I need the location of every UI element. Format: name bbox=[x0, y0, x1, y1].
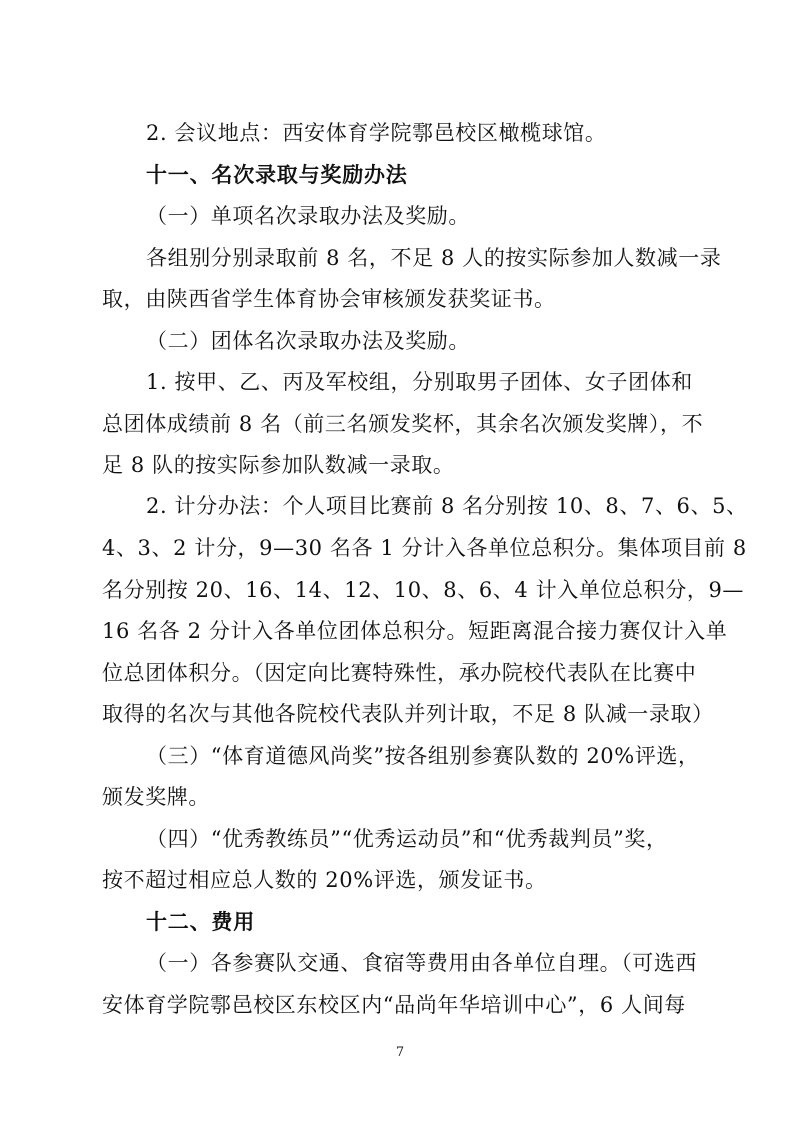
subsection-team-ranking: （二）团体名次录取办法及奖励。 bbox=[146, 329, 470, 353]
paragraph-line: （一）各参赛队交通、食宿等费用由各单位自理。（可选西 bbox=[146, 951, 698, 975]
subsection-individual-ranking: （一）单项名次录取办法及奖励。 bbox=[146, 204, 470, 228]
paragraph-line: 按不超过相应总人数的 20%评选，颁发证书。 bbox=[102, 868, 547, 892]
paragraph-line: 1. 按甲、乙、丙及军校组，分别取男子团体、女子团体和 bbox=[146, 370, 693, 394]
paragraph-line: 取得的名次与其他各院校代表队并列计取，不足 8 队减一录取） bbox=[102, 702, 714, 726]
page-number: 7 bbox=[395, 1045, 405, 1060]
paragraph-line: 各组别分别录取前 8 名，不足 8 人的按实际参加人数减一录 bbox=[146, 246, 722, 270]
section-heading-fees: 十二、费用 bbox=[146, 910, 255, 934]
venue-line: 2. 会议地点：西安体育学院鄠邑校区橄榄球馆。 bbox=[146, 121, 607, 145]
paragraph-line: 安体育学院鄠邑校区东校区内“品尚年华培训中心”，6 人间每 bbox=[102, 993, 686, 1017]
section-heading-awards: 十一、名次录取与奖励办法 bbox=[146, 163, 408, 187]
paragraph-line: 位总团体积分。（因定向比赛特殊性，承办院校代表队在比赛中 bbox=[102, 661, 697, 685]
subsection-sportsmanship-award: （三）“体育道德风尚奖”按各组别参赛队数的 20%评选， bbox=[146, 744, 700, 768]
paragraph-line: 名分别按 20、16、14、12、10、8、6、4 计入单位总积分，9— bbox=[102, 578, 745, 602]
subsection-excellence-awards: （四）“优秀教练员”“优秀运动员”和“优秀裁判员”奖， bbox=[146, 827, 668, 851]
paragraph-line: 16 名各 2 分计入各单位团体总积分。短距离混合接力赛仅计入单 bbox=[102, 619, 728, 643]
paragraph-line: 取，由陕西省学生体育协会审核颁发获奖证书。 bbox=[102, 287, 556, 311]
paragraph-line: 总团体成绩前 8 名（前三名颁发奖杯，其余名次颁发奖牌），不 bbox=[102, 412, 704, 436]
paragraph-line: 4、3、2 计分，9—30 名各 1 分计入各单位总积分。集体项目前 8 bbox=[102, 536, 747, 560]
paragraph-line: 颁发奖牌。 bbox=[102, 785, 210, 809]
paragraph-line: 2. 计分办法：个人项目比赛前 8 名分别按 10、8、7、6、5、 bbox=[146, 494, 748, 518]
paragraph-line: 足 8 队的按实际参加队数减一录取。 bbox=[102, 453, 455, 477]
